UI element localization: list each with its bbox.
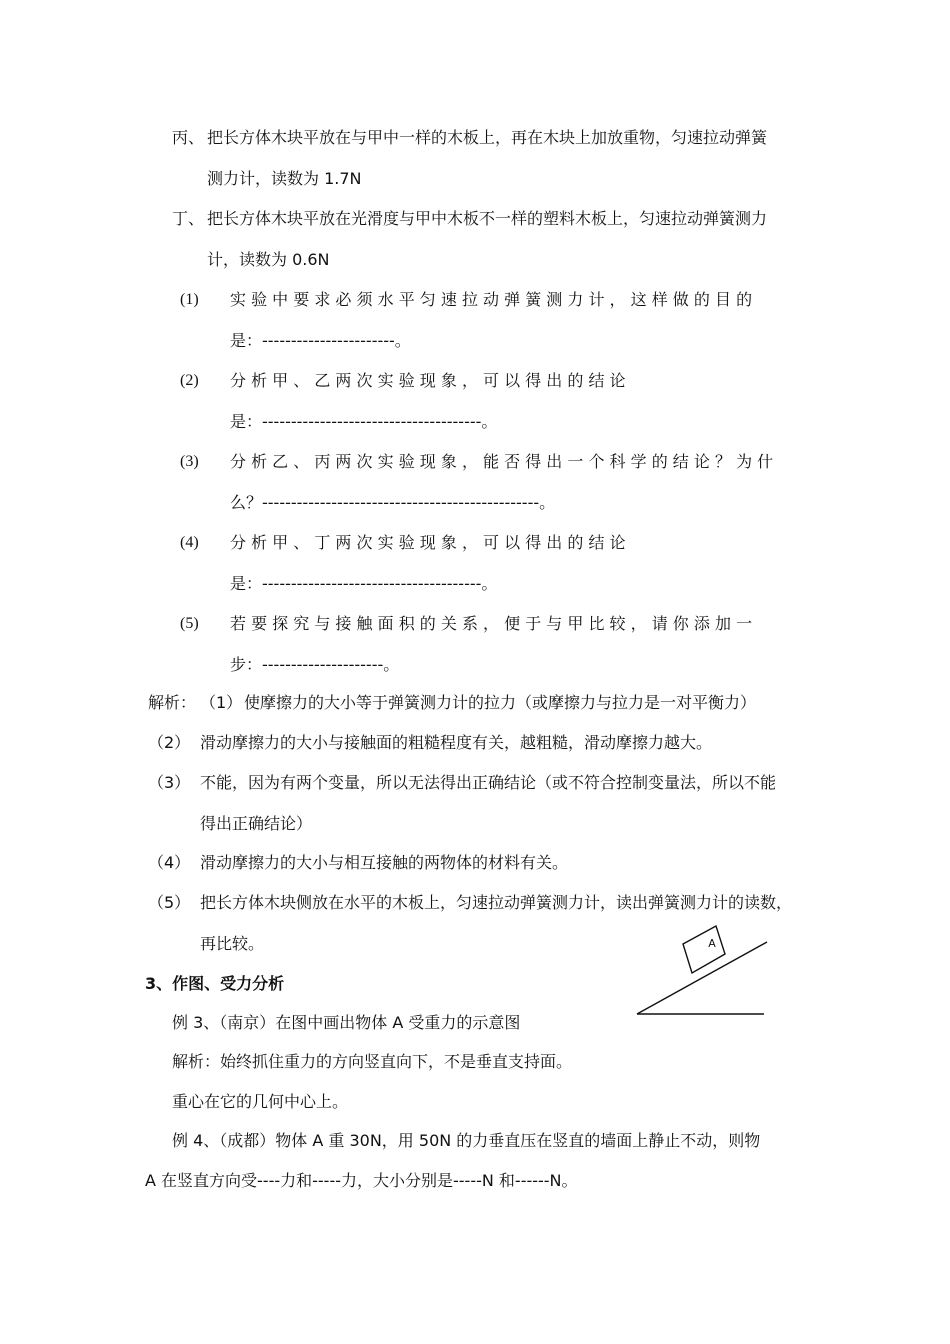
question-5-line1: 若 要 探 究 与 接 触 面 积 的 关 系 ， 便 于 与 甲 比 较 ， 请 你 添 加 一 [230, 614, 753, 633]
block-a [683, 926, 725, 973]
analysis-5-num: （5） [148, 893, 191, 912]
section-3-heading: 3、作图、受力分析 [145, 974, 285, 993]
analysis-3-line1: 不能，因为有两个变量，所以无法得出正确结论（或不符合控制变量法，所以不能 [200, 773, 777, 792]
question-3-num: (3) [180, 453, 199, 470]
question-1-num: (1) [180, 291, 199, 308]
analysis-3-line2: 得出正确结论） [200, 814, 313, 833]
example-3-analysis-line2: 重心在它的几何中心上。 [172, 1092, 349, 1111]
question-3-line2: 么？------------------------------------------------。 [230, 493, 556, 512]
experiment-ding-line2: 计，读数为 0.6N [207, 250, 330, 269]
question-1-line1: 实 验 中 要 求 必 须 水 平 匀 速 拉 动 弹 簧 测 力 计 ， 这 样 做 的 目 的 [230, 290, 753, 309]
question-2-line1: 分 析 甲 、 乙 两 次 实 验 现 象 ， 可 以 得 出 的 结 论 [230, 371, 626, 390]
analysis-2-num: （2） [148, 733, 191, 752]
experiment-bing-line2: 测力计，读数为 1.7N [207, 169, 362, 188]
question-2-num: (2) [180, 372, 199, 389]
analysis-1-text: 使摩擦力的大小等于弹簧测力计的拉力（或摩擦力与拉力是一对平衡力） [244, 693, 757, 712]
analysis-5-line2: 再比较。 [200, 934, 265, 953]
analysis-1-num: （1） [200, 693, 243, 712]
experiment-ding-label: 丁、 [172, 209, 205, 228]
experiment-bing-line1: 把长方体木块平放在与甲中一样的木板上，再在木块上加放重物，匀速拉动弹簧 [207, 128, 768, 147]
question-3-line1: 分 析 乙 、 丙 两 次 实 验 现 象 ， 能 否 得 出 一 个 科 学 的 结 论 ？ 为 什 [230, 452, 774, 471]
question-4-num: (4) [180, 534, 199, 551]
analysis-3-num: （3） [148, 773, 191, 792]
example-3: 例 3、（南京）在图中画出物体 A 受重力的示意图 [172, 1013, 521, 1032]
analysis-label: 解析： [148, 693, 197, 712]
analysis-4-line1: 滑动摩擦力的大小与相互接触的两物体的材料有关。 [200, 853, 569, 872]
analysis-2-line1: 滑动摩擦力的大小与接触面的粗糙程度有关，越粗糙，滑动摩擦力越大。 [200, 733, 713, 752]
analysis-5-line1: 把长方体木块侧放在水平的木板上，匀速拉动弹簧测力计，读出弹簧测力计的读数， [200, 893, 793, 912]
question-1-line2: 是：-----------------------。 [230, 331, 411, 350]
question-5-num: (5) [180, 615, 199, 632]
question-4-line1: 分 析 甲 、 丁 两 次 实 验 现 象 ， 可 以 得 出 的 结 论 [230, 533, 626, 552]
question-4-line2: 是：--------------------------------------。 [230, 574, 498, 593]
inclined-plane-figure [630, 915, 775, 1020]
experiment-ding-line1: 把长方体木块平放在光滑度与甲中木板不一样的塑料木板上，匀速拉动弹簧测力 [207, 209, 768, 228]
experiment-bing-label: 丙、 [172, 128, 205, 147]
example-3-analysis-line1: 解析：始终抓住重力的方向竖直向下，不是垂直支持面。 [172, 1052, 573, 1071]
example-4-line2: A 在竖直方向受----力和-----力，大小分别是-----N 和------N。 [145, 1171, 578, 1190]
analysis-4-num: （4） [148, 853, 191, 872]
question-5-line2: 步：---------------------。 [230, 655, 400, 674]
example-4-line1: 例 4、（成都）物体 A 重 30N，用 50N 的力垂直压在竖直的墙面上静止不动，则物 [172, 1131, 761, 1150]
block-a-label: A [708, 937, 716, 950]
question-2-line2: 是：--------------------------------------。 [230, 412, 498, 431]
